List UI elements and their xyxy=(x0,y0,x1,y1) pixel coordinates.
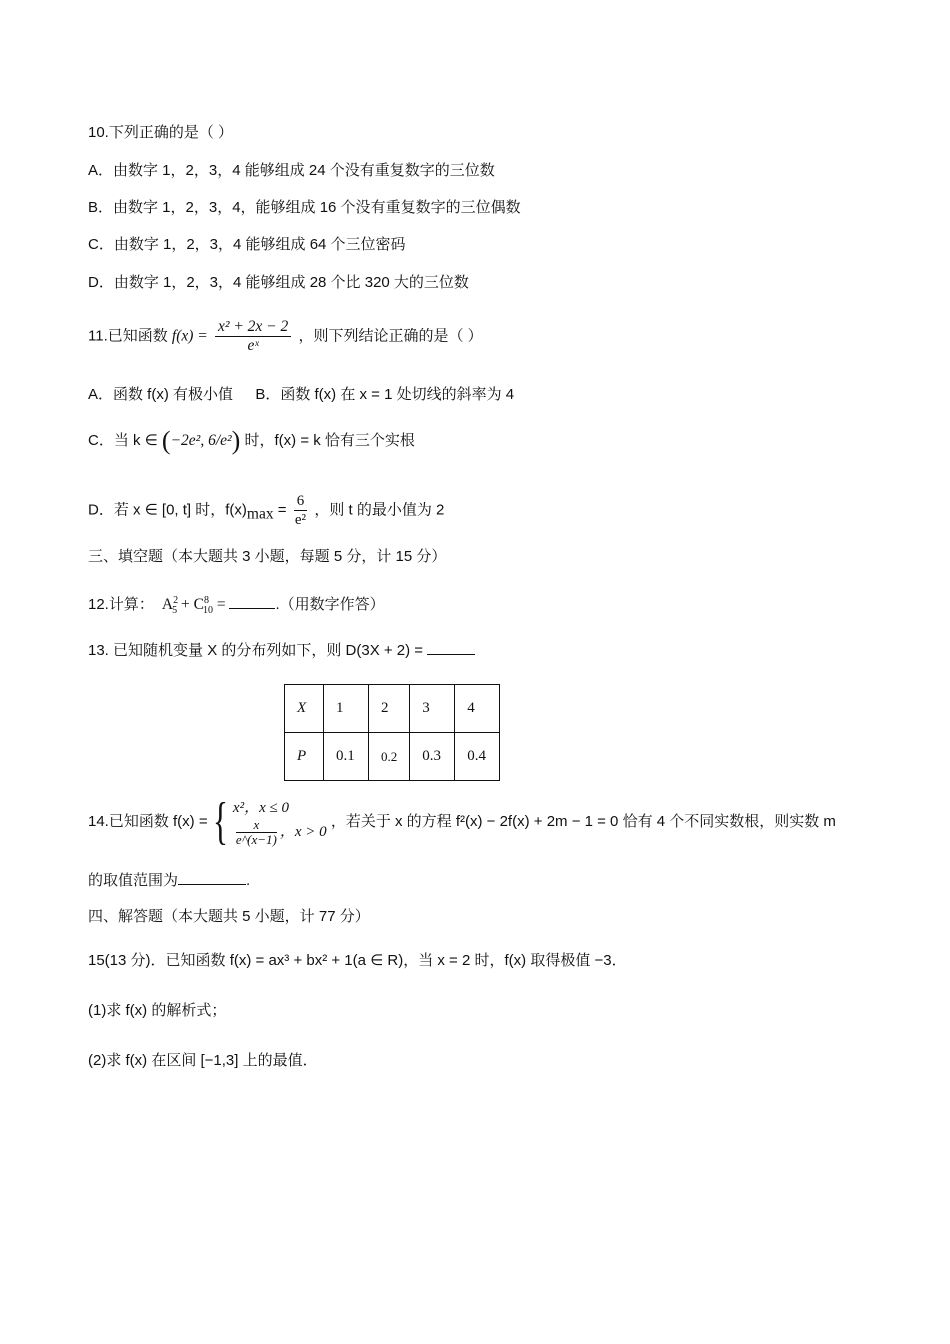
q15-part-1: (1)求 f(x) 的解析式； xyxy=(88,1002,227,1019)
section-4-heading: 四、解答题（本大题共 5 小题，计 77 分） xyxy=(88,908,370,925)
q11-option-c: C．当 k ∈ (−2e², 6/e²) 时，f(x) = k 恰有三个实根 xyxy=(88,426,415,456)
q15-stem: 15(13 分)．已知函数 f(x) = ax³ + bx² + 1(a ∈ R)，当 x = 2 时，f(x) 取得极值 −3． xyxy=(88,952,627,969)
q12-answer-blank[interactable] xyxy=(229,594,275,609)
q14-answer-blank[interactable] xyxy=(178,870,246,885)
q13: 13. 已知随机变量 X 的分布列如下，则 D(3X + 2) = xyxy=(88,640,475,662)
q10-option-c: C．由数字 1，2，3，4 能够组成 64 个三位密码 xyxy=(88,236,406,253)
q10-stem: 10.下列正确的是（ ） xyxy=(88,124,234,141)
q13-answer-blank[interactable] xyxy=(427,640,475,655)
q10-option-d: D．由数字 1，2，3，4 能够组成 28 个比 320 大的三位数 xyxy=(88,274,469,291)
q11-fraction: $\frac{\text{x² + 2x − 2}}{\text{eˣ}}$ xyxy=(215,318,291,355)
q11-option-d: D．若 x ∈ [0, t] 时，$f(x)_{max}$ = $\frac{6}{\text{e²}}$ ，则 t 的最小值为 2 xyxy=(88,493,445,528)
section-3-heading: 三、填空题（本大题共 3 小题，每题 5 分，计 15 分） xyxy=(88,548,447,565)
q12: 12.计算： $A^2_5 + C^8_{10}$ = .（用数字作答） xyxy=(88,595,385,617)
q14-line2: 的取值范围为 . xyxy=(88,872,251,889)
table-row: X 1 2 3 4 xyxy=(285,685,500,733)
q11-options-ab: A．函数 f(x) 有极小值 B．函数 f(x) 在 x = 1 处切线的斜率为 4 xyxy=(88,386,515,403)
distribution-table xyxy=(284,684,500,781)
q15-part-2: (2)求 f(x) 在区间 [−1,3] 上的最值． xyxy=(88,1052,318,1069)
q10-option-b: B．由数字 1，2，3，4，能够组成 16 个没有重复数字的三位偶数 xyxy=(88,199,521,216)
q14: 14.已知函数 f(x) = { x²，x ≤ 0 $\frac{x}{e\^{}(x-1)}$ ，x > 0 ，若关于 x 的方程 f²(x) − 2f(x) + 2m − 1 = 0 恰有 4 个不同实数根，则实数 m xyxy=(88,793,836,851)
table-row: P 0.1 0.2 0.3 0.4 xyxy=(285,733,500,781)
q10-option-a: A．由数字 1，2，3，4 能够组成 24 个没有重复数字的三位数 xyxy=(88,162,495,179)
q11-stem: 11.已知函数 f(x) = $\frac{\text{x² + 2x − 2}}{\text{eˣ}}$ ，则下列结论正确的是（ ） xyxy=(88,318,483,354)
